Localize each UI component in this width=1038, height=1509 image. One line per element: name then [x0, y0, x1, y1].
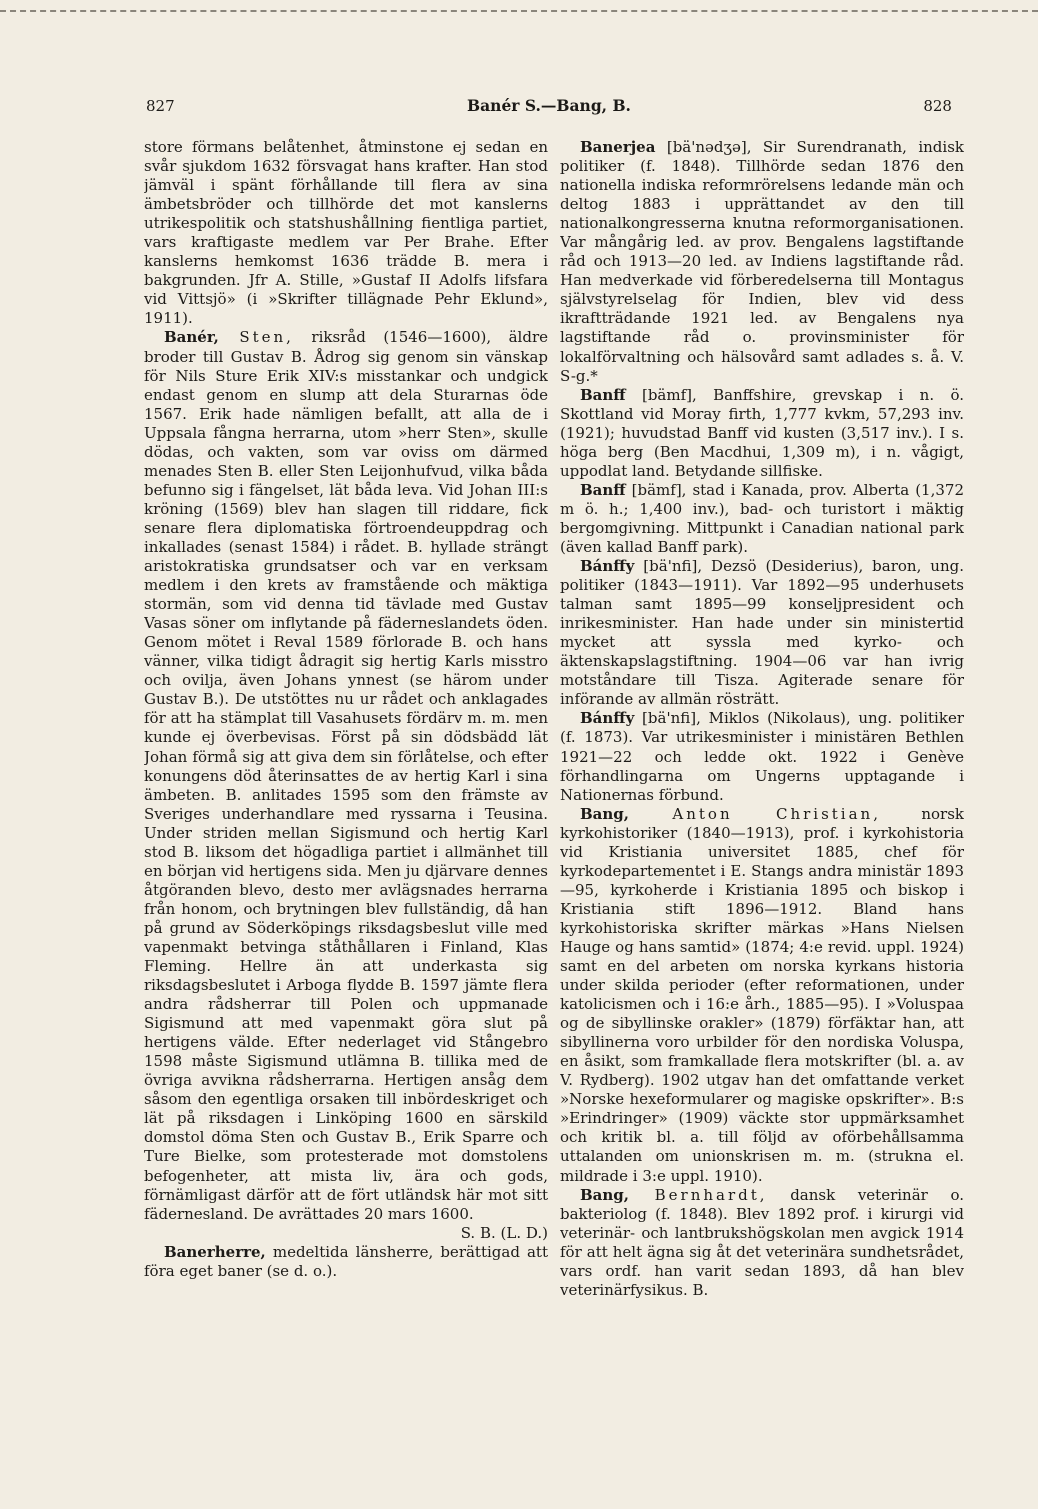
entry-headword: Bang,: [580, 804, 630, 823]
entry-text: dansk veterinär o. bakteriolog (f. 1848). Blev 1892 prof. i kirurgi vid veterinär- och lantbrukshögskolan men avgick 1914 för att helt ägna sig åt det veterinära sundhetsrådet, vars ordf. han varit sedan 1893, då han blev veterinärfysikus. B.: [560, 1185, 964, 1299]
article-entry: [144, 1243, 548, 1281]
entry-headword: Banerjea: [580, 138, 656, 156]
entry-name: Sten,: [218, 328, 294, 347]
text-columns: [144, 138, 964, 1388]
entry-headword: Bang,: [580, 1185, 630, 1204]
running-title: Banér S.—Bang, B.: [467, 96, 631, 115]
page-header: [146, 96, 952, 115]
continued-text: store förmans belåtenhet, åtminstone ej sedan en svår sjukdom 1632 försvagat hans krafter. Han stod jämväl i spänt förhållande till flera av sina ämbetsbröder och tillhörde det mot kanslerns utrikespolitik och statshushållning fientliga partiet, vars kraftigaste medlem var Per Brahe. Efter kanslerns hemkomst 1636 trädde B. mera i bakgrunden. Jfr A. Stille, »Gustaf II Adolfs lifsfara vid Vittsjö» (i »Skrifter tillägnade Pehr Eklund», 1911).: [144, 138, 548, 328]
entry-headword: Banff: [580, 385, 626, 404]
entry-name: Anton Christian,: [629, 804, 881, 823]
author-signature: S. B. (L. D.): [460, 1223, 548, 1242]
entry-headword: Bánffy: [580, 557, 635, 576]
entry-headword: Banér,: [164, 328, 219, 347]
entry-text: norsk kyrkohistoriker (1840—1913), prof. i kyrkohistoria vid Kristiania universitet 1885, chef för kyrkodepartementet i E. Stangs andra ministär 1893—95, kyrkoherde i Kristiania 1895 och biskop i Kristiania stift 1896—1912. Bland hans kyrkohistoriska skrifter märkas »Hans Nielsen Hauge og hans samtid» (1874; 4:e revid. uppl. 1924) samt en del arbeten om norska kyrkans historia under skilda perioder (efter reformationen, under katolicismen och i 16:e årh., 1885—95). I »Voluspaa og de sibyllinske orakler» (1879) förfäktar han, att sibyllinerna voro urbilder för den nordiska Voluspa, en åsikt, som framkallade flera motskrifter (bl. a. av V. Rydberg). 1902 utgav han det omfattande verket »Norske hexeformularer og magiske opskrifter». B:s »Erindringer» (1909) väckte stor uppmärksamhet och kritik bl. a. till följd av oförbehållsamma uttalanden om unionskrisen m. m. (strukna el. mildrade i 3:e uppl. 1910).: [560, 804, 964, 1185]
entry-text: [bä'nfi], Miklos (Nikolaus), ung. politiker (f. 1873). Var utrikesminister i ministären Bethlen 1921—22 och ledde okt. 1922 i Genève förhandlingarna om Ungerns upptagande i Nationernas förbund.: [560, 709, 964, 804]
left-column: [144, 138, 548, 1388]
entry-headword: Bánffy: [580, 709, 635, 728]
article-entry: [560, 805, 964, 1186]
page-number-right: 828: [923, 97, 952, 115]
top-perforation-line: [0, 10, 1038, 12]
entry-text: [bä'nfi], Dezsö (Desiderius), baron, ung. politiker (1843—1911). Var 1892—95 underhusets talman samt 1895—99 konseljpresident och inrikesminister. Han hade under sin ministertid mycket att syssla med kyrko- och äktenskapslagstiftning. 1904—06 var han ivrig motståndare till Tisza. Agiterade senare för införande av allmän rösträtt.: [560, 557, 964, 709]
entry-headword: Banff: [580, 480, 626, 499]
entry-name: Bernhardt,: [629, 1185, 768, 1204]
entry-text: [bämf], stad i Kanada, prov. Alberta (1,372 m ö. h.; 1,400 inv.), bad- och turistort i mäktig bergomgivning. Mittpunkt i Canadian national park (även kallad Banff park).: [560, 480, 964, 556]
article-entry: [560, 557, 964, 709]
right-column: [560, 138, 964, 1388]
article-entry: [560, 709, 964, 804]
article-entry: [144, 328, 548, 1223]
entry-text: medeltida länsherre, berättigad att föra eget baner (se d. o.).: [144, 1242, 548, 1280]
article-entry: [560, 386, 964, 481]
entry-text: [bä'nədʒə], Sir Surendranath, indisk politiker (f. 1848). Tillhörde sedan 1876 den nationella indiska reformrörelsens ledande män och deltog 1883 i upprättandet av den till nationalkongresserna knutna reformorganisationen. Var mångårig led. av prov. Bengalens lagstiftande råd och 1913—20 led. av Indiens lagstiftande råd. Han medverkade vid förberedelserna till Montagus självstyrelselag för Indien, blev vid dess ikraftträdande 1921 led. av Bengalens nya lagstiftande råd o. provinsminister för lokalförvaltning och hälsovård samt adlades s. å. V. S-g.*: [560, 138, 964, 385]
article-entry: [560, 138, 964, 386]
entry-text: [bämf], Banffshire, grevskap i n. ö. Skottland vid Moray firth, 1,777 kvkm, 57,293 inv. (1921); huvudstad Banff vid kusten (3,517 inv.). I s. höga berg (Ben Macdhui, 1,309 m), i n. vågigt, uppodlat land. Betydande sillfiske.: [560, 385, 964, 480]
page-number-left: 827: [146, 97, 175, 115]
article-entry: [560, 1186, 964, 1300]
entry-headword: Banerherre,: [164, 1242, 266, 1261]
entry-text: riksråd (1546—1600), äldre broder till Gustav B. Ådrog sig genom sin vänskap för Nils Sture Erik XIV:s misstankar och undgick endast genom en slump att dela Sturarnas öde 1567. Erik hade nämligen befallt, att alla de i Uppsala fångna herrarna, utom »herr Sten», skulle dödas, och vakten, som var oviss om därmed menades Sten B. eller Sten Leijonhufvud, vilka båda befunno sig i fängelset, lät båda leva. Vid Johan III:s kröning (1569) blev han slagen till riddare, fick senare flera diplomatiska förtroendeuppdrag och inkallades (senast 1584) i rådet. B. hyllade strängt aristokratiska grundsatser och var en verksam medlem i den krets av framstående och mäktiga stormän, som vid denna tid tävlade med Gustav Vasas söner om inflytande på fäderneslandets öden. Genom mötet i Reval 1589 förlorade B. och hans vänner, vilka tidigt ådragit sig hertig Karls misstro och ovilja, även Johans ynnest (se härom under Gustav B.). De utstöttes nu ur rådet och anklagades för att ha stämplat till Vasahusets fördärv m. m. men kunde ej överbevisas. Först på sin dödsbädd lät Johan förmå sig att giva dem sin förlåtelse, och efter konungens död återinsattes de av hertig Karl i sina ämbeten. B. anlitades 1595 som den främste av Sveriges underhandlare med ryssarna i Teusina. Under striden mellan Sigismund och hertig Karl stod B. liksom det högadliga partiet i allmänhet till en början vid hertigens sida. Men ju djärvare dennes åtgöranden blevo, desto mer avlägsnades herrarna från honom, och brytningen blev fullständig, då han på grund av Söderköpings riksdagsbeslut ville med vapenmakt betvinga ståthållaren i Finland, Klas Fleming. Hellre än att underkasta sig riksdagsbeslutet i Arboga flydde B. 1597 jämte flera andra rådsherrar till Polen och uppmanade Sigismund att med vapenmakt göra slut på hertigens välde. Efter nederlaget vid Stångebro 1598 måste Sigismund utlämna B. tillika med de övriga avvikna rådsherrarna. Hertigen ansåg dem såsom den egentliga orsaken till inbördeskriget och lät på riksdagen i Linköping 1600 en särskild domstol döma Sten och Gustav B., Erik Sparre och Ture Bielke, som protesterade mot domstolens befogenheter, att mista liv, ära och gods, förnämligast därför att de fört utländsk här mot sitt fädernesland. De avrättades 20 mars 1600.: [144, 328, 548, 1223]
article-entry: [560, 481, 964, 557]
